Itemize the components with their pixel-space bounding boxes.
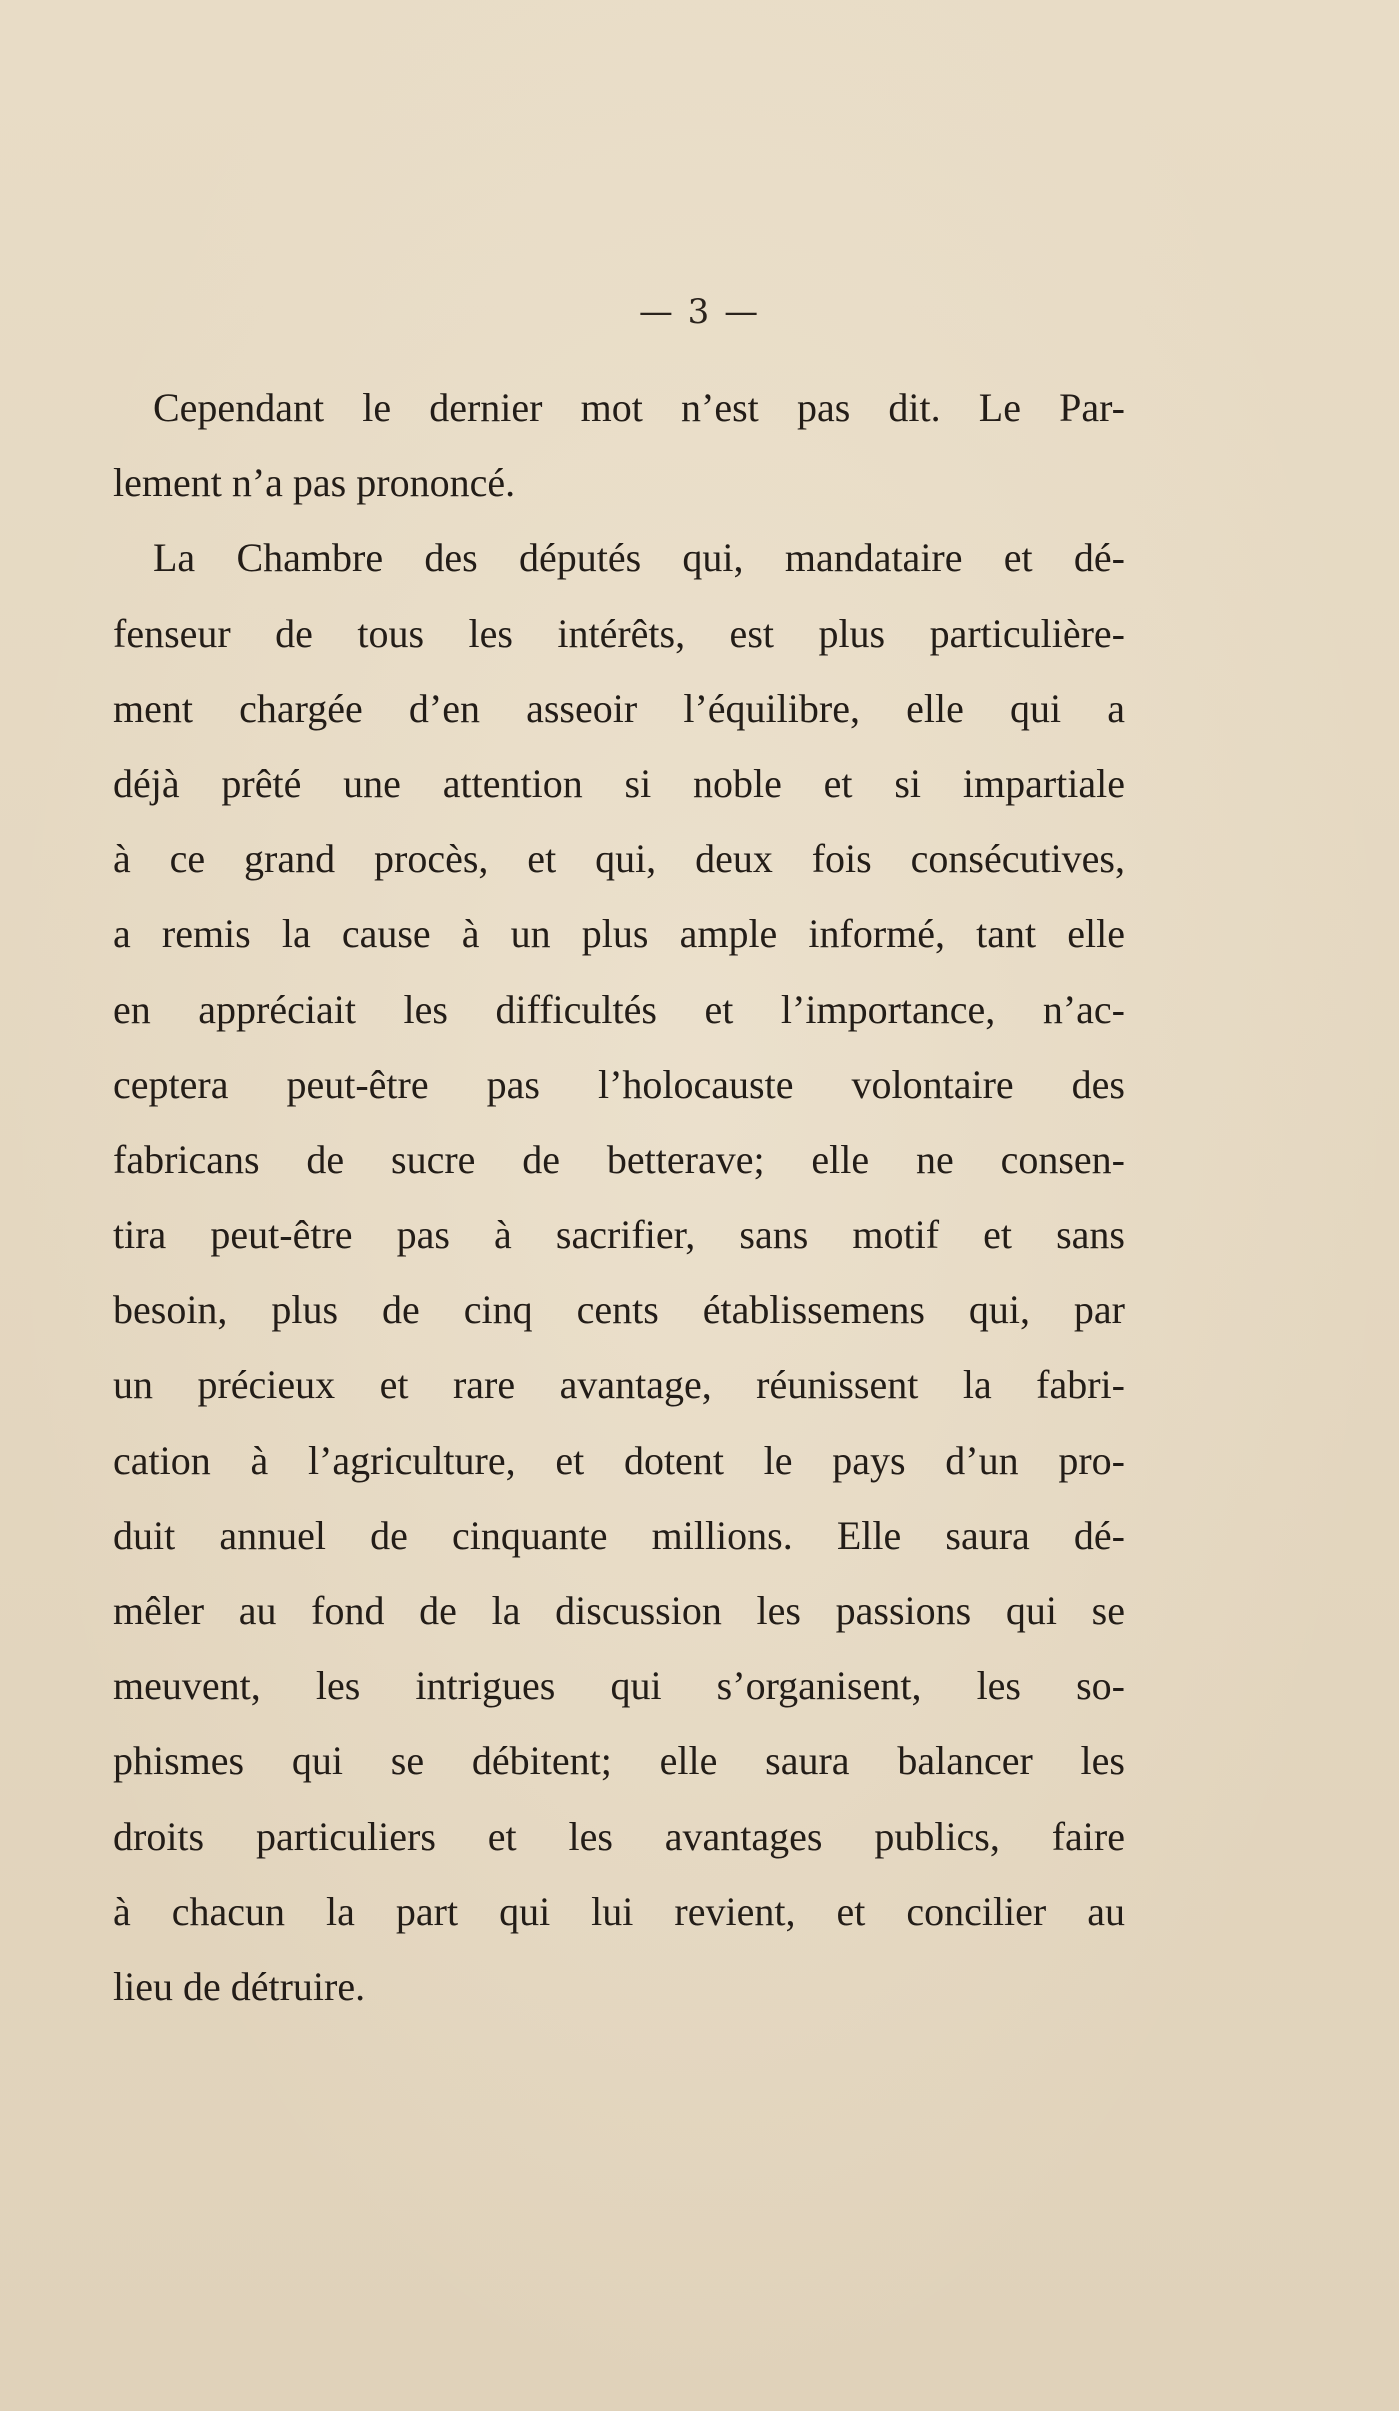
text-line: lement n’a pas prononcé. bbox=[113, 460, 516, 506]
text-line: cation à l’agriculture, et dotent le pays d’un pro- bbox=[113, 1437, 1125, 1483]
text-line: Cependant le dernier mot n’est pas dit. Le Par- bbox=[153, 385, 1125, 430]
text-line: à chacun la part qui lui revient, et concilier au bbox=[113, 1888, 1125, 1934]
text-line: duit annuel de cinquante millions. Elle saura dé- bbox=[113, 1512, 1125, 1558]
text-line: ment chargée d’en asseoir l’équilibre, elle qui a bbox=[113, 685, 1125, 731]
text-line: meuvent, les intrigues qui s’organisent, les so- bbox=[113, 1663, 1125, 1709]
text-line: La Chambre des députés qui, mandataire et dé- bbox=[153, 535, 1125, 581]
text-line: en appréciait les difficultés et l’importance, n’ac- bbox=[113, 986, 1125, 1032]
text-line: mêler au fond de la discussion les passions qui se bbox=[113, 1588, 1125, 1633]
body-text bbox=[113, 370, 1125, 2024]
text-line: lieu de détruire. bbox=[113, 1963, 366, 2009]
text-line: phismes qui se débitent; elle saura balancer les bbox=[113, 1738, 1125, 1784]
text-line: un précieux et rare avantage, réunissent la fabri- bbox=[113, 1362, 1125, 1408]
text-line: fenseur de tous les intérêts, est plus particulière- bbox=[113, 610, 1125, 656]
text-line: ceptera peut-être pas l’holocauste volontaire des bbox=[113, 1061, 1125, 1107]
text-line: à ce grand procès, et qui, deux fois consécutives, bbox=[113, 836, 1125, 882]
text-line: besoin, plus de cinq cents établissemens qui, par bbox=[113, 1287, 1125, 1333]
text-line: droits particuliers et les avantages publics, faire bbox=[113, 1813, 1125, 1859]
page-number: — 3 — bbox=[638, 292, 761, 332]
text-line: déjà prêté une attention si noble et si impartiale bbox=[113, 760, 1125, 806]
text-line: tira peut-être pas à sacrifier, sans motif et sans bbox=[113, 1212, 1125, 1258]
text-line: a remis la cause à un plus ample informé, tant elle bbox=[113, 911, 1125, 957]
text-line: fabricans de sucre de betterave; elle ne consen- bbox=[113, 1136, 1125, 1182]
